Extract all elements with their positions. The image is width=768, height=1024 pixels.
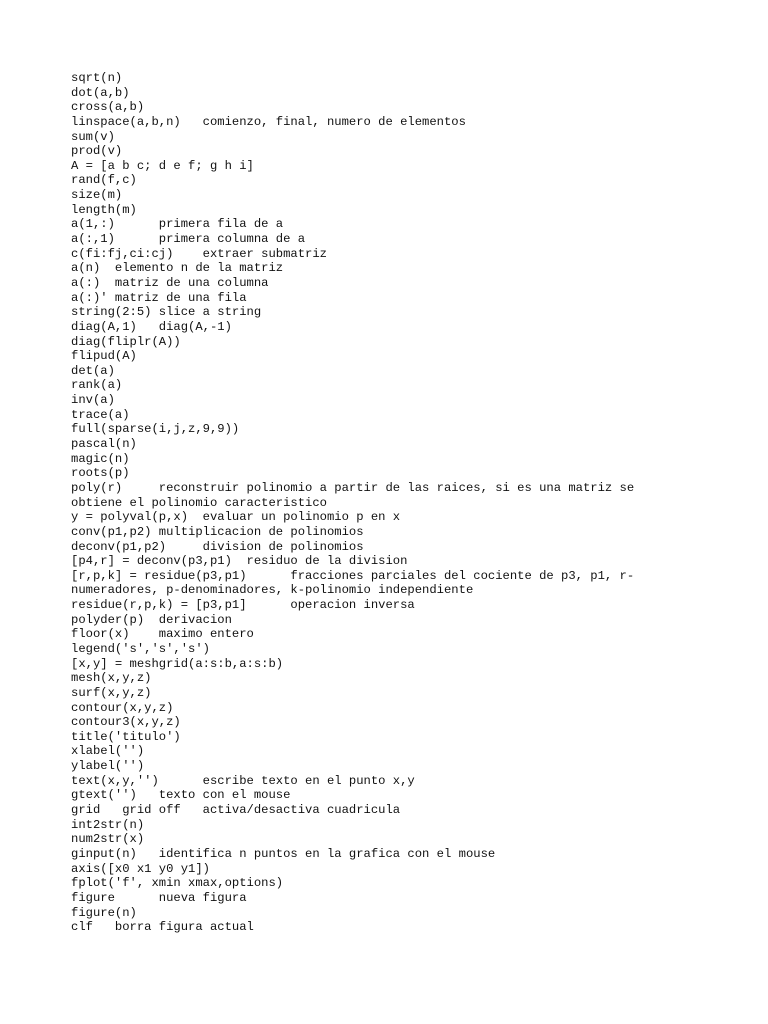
text-line: residue(r,p,k) = [p3,p1] operacion inversa (71, 598, 415, 613)
text-line: numeradores, p-denominadores, k-polinomio independiente (71, 583, 474, 598)
text-line: string(2:5) slice a string (71, 305, 262, 320)
text-line: a(1,:) primera fila de a (71, 217, 284, 232)
document-page (71, 71, 671, 935)
text-line: [p4,r] = deconv(p3,p1) residuo de la division (71, 554, 408, 569)
text-line: A = [a b c; d e f; g h i] (71, 158, 254, 173)
text-line: xlabel('') (71, 744, 145, 759)
text-line: inv(a) (71, 393, 115, 408)
text-line: magic(n) (71, 451, 130, 466)
text-line: obtiene el polinomio caracteristico (71, 495, 327, 510)
text-line: contour(x,y,z) (71, 700, 174, 715)
text-line: num2str(x) (71, 832, 145, 847)
text-line: flipud(A) (71, 349, 137, 364)
text-line: mesh(x,y,z) (71, 671, 152, 686)
text-line: [r,p,k] = residue(p3,p1) fracciones parciales del cociente de p3, p1, r- (71, 568, 635, 583)
text-line: sum(v) (71, 129, 115, 144)
text-line: size(m) (71, 188, 123, 203)
text-line: full(sparse(i,j,z,9,9)) (71, 422, 240, 437)
text-line: [x,y] = meshgrid(a:s:b,a:s:b) (71, 656, 284, 671)
text-line: trace(a) (71, 407, 130, 422)
text-line: polyder(p) derivacion (71, 612, 232, 627)
text-line: int2str(n) (71, 817, 145, 832)
text-line: roots(p) (71, 466, 130, 481)
text-line: dot(a,b) (71, 85, 130, 100)
text-line: text(x,y,'') escribe texto en el punto x,y (71, 773, 415, 788)
text-line: a(:)' matriz de una fila (71, 290, 247, 305)
text-line: a(:) matriz de una columna (71, 275, 269, 290)
text-line: a(:,1) primera columna de a (71, 232, 306, 247)
text-line: diag(fliplr(A)) (71, 334, 181, 349)
text-line: a(n) elemento n de la matriz (71, 261, 284, 276)
text-line: length(m) (71, 202, 137, 217)
text-line: surf(x,y,z) (71, 685, 152, 700)
text-line: figure nueva figura (71, 890, 247, 905)
text-line: axis([x0 x1 y0 y1]) (71, 861, 210, 876)
text-line: ginput(n) identifica n puntos en la grafica con el mouse (71, 846, 496, 861)
text-line: deconv(p1,p2) division de polinomios (71, 539, 364, 554)
text-line: pascal(n) (71, 437, 137, 452)
text-line: det(a) (71, 363, 115, 378)
text-line: legend('s','s','s') (71, 641, 210, 656)
text-line: fplot('f', xmin xmax,options) (71, 876, 284, 891)
text-line: prod(v) (71, 144, 123, 159)
text-line: conv(p1,p2) multiplicacion de polinomios (71, 524, 364, 539)
text-line: cross(a,b) (71, 100, 145, 115)
text-line: gtext('') texto con el mouse (71, 788, 291, 803)
text-line: rank(a) (71, 378, 123, 393)
text-line: sqrt(n) (71, 71, 123, 85)
text-line: figure(n) (71, 905, 137, 920)
text-line: clf borra figura actual (71, 920, 254, 935)
text-line: c(fi:fj,ci:cj) extraer submatriz (71, 246, 327, 261)
text-line: grid grid off activa/desactiva cuadricula (71, 803, 401, 818)
text-line: y = polyval(p,x) evaluar un polinomio p en x (71, 510, 401, 525)
text-line: linspace(a,b,n) comienzo, final, numero de elementos (71, 114, 466, 129)
text-line: poly(r) reconstruir polinomio a partir de las raices, si es una matriz se (71, 480, 635, 495)
text-line: diag(A,1) diag(A,-1) (71, 319, 232, 334)
text-line: floor(x) maximo entero (71, 627, 254, 642)
text-line: rand(f,c) (71, 173, 137, 188)
text-line: title('titulo') (71, 729, 181, 744)
text-line: contour3(x,y,z) (71, 715, 181, 730)
text-line: ylabel('') (71, 759, 145, 774)
